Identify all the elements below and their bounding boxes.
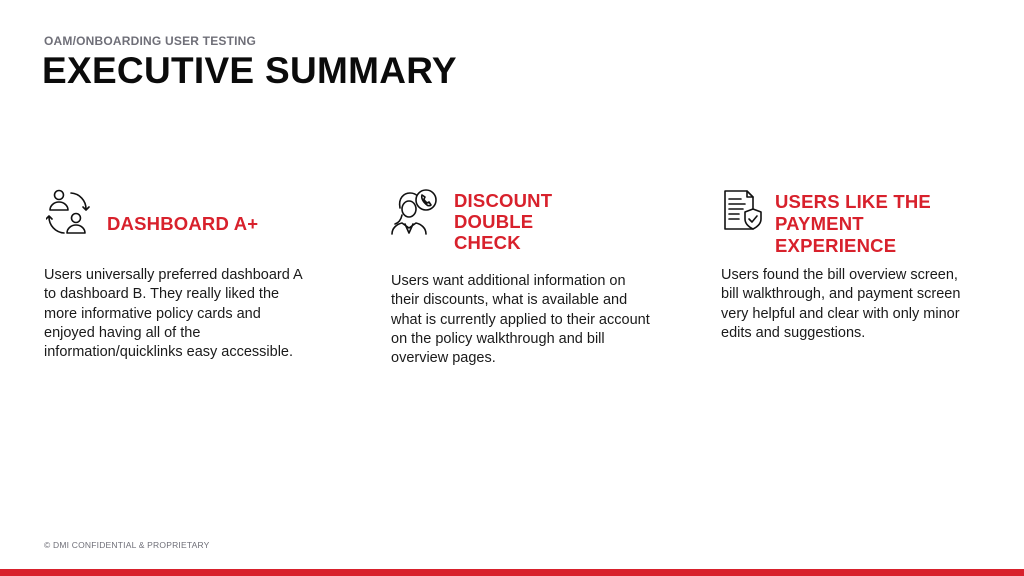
discount-heading: DISCOUNT DOUBLE CHECK bbox=[454, 190, 553, 253]
page-title: EXECUTIVE SUMMARY bbox=[42, 50, 457, 91]
secure-document-icon bbox=[722, 189, 766, 233]
eyebrow-label: OAM/ONBOARDING USER TESTING bbox=[44, 34, 257, 48]
users-cycle-icon bbox=[46, 188, 90, 236]
dashboard-description: Users universally preferred dashboard A to dashboard B. They really liked the more informative policy cards and enjoyed having all of the information/quicklinks easy accessible. bbox=[44, 267, 302, 361]
payment-description: Users found the bill overview screen, bill walkthrough, and payment screen very helpful and clear with only minor edits and suggestions. bbox=[721, 267, 961, 341]
discount-description: Users want additional information on their discounts, what is available and what is currently applied to their account on the policy walkthrough and bill overview pages. bbox=[391, 273, 650, 367]
bottom-accent-bar bbox=[0, 569, 1024, 576]
footer-confidential: © DMI CONFIDENTIAL & PROPRIETARY bbox=[44, 540, 210, 550]
support-agent-phone-icon bbox=[390, 188, 440, 236]
payment-heading: USERS LIKE THE PAYMENT EXPERIENCE bbox=[775, 191, 931, 256]
dashboard-heading: DASHBOARD A+ bbox=[107, 213, 259, 234]
